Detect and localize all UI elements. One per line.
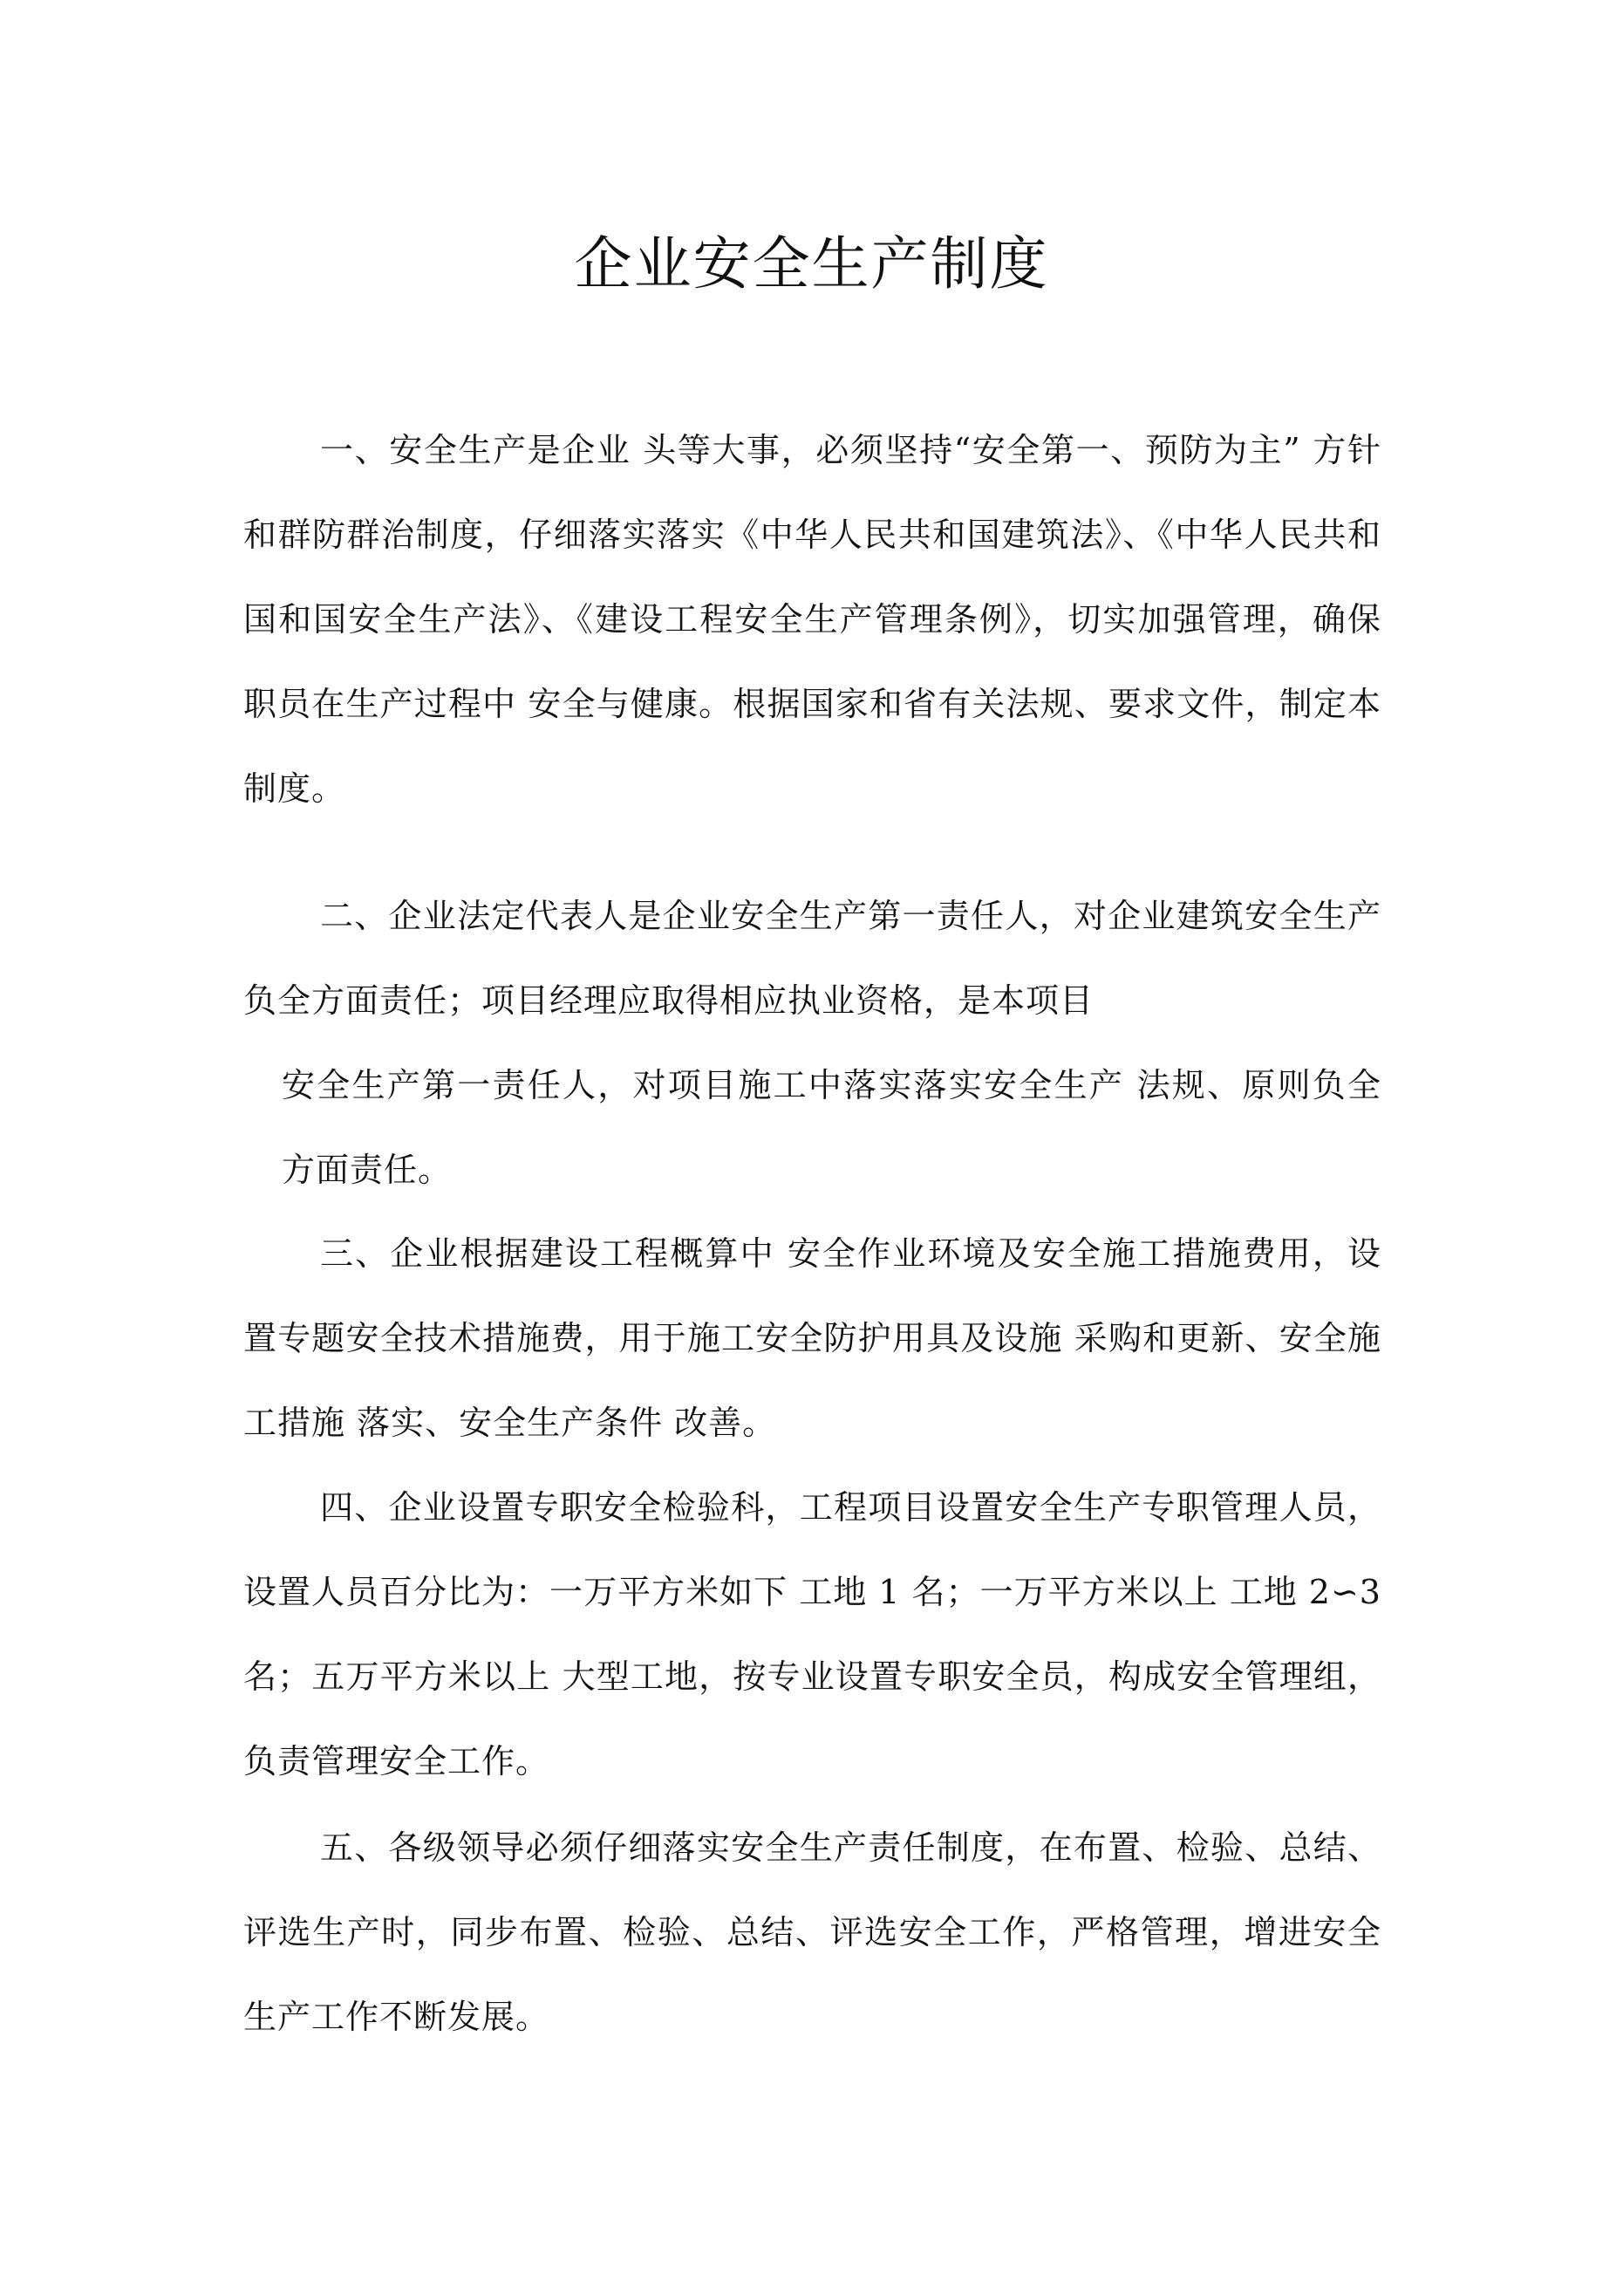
paragraph-1: 一、安全生产是企业 头等大事，必须坚持“安全第一、预防为主” 方针和群防群治制度，仔细落实落实《中华人民共和国建筑法》、《中华人民共和国和国安全生产法》、《建设工程安全生产管理条例》，切实加强管理，确保职员在生产过程中 安全与健康。根据国家和省有关法规、要求文件，制定本制度。	[243, 431, 1381, 808]
paragraph-2: 二、企业法定代表人是企业安全生产第一责任人，对企业建筑安全生产负全方面责任；项目经理应取得相应执业资格，是本项目	[243, 897, 1381, 1020]
paragraph-4-block	[243, 1466, 1381, 1804]
paragraph-2-continuation-block	[243, 1043, 1381, 1213]
paragraph-5: 五、各级领导必须仔细落实安全生产责任制度，在布置、检验、总结、评选生产时，同步布置、检验、总结、评选安全工作，严格管理，增进安全生产工作不断发展。	[243, 1828, 1381, 2036]
document-title: 企业安全生产制度	[574, 230, 1049, 297]
paragraph-2-block	[243, 874, 1381, 1043]
paragraph-3: 三、企业根据建设工程概算中 安全作业环境及安全施工措施费用，设置专题安全技术措施费，用于施工安全防护用具及设施 采购和更新、安全施工措施 落实、安全生产条件 改善。	[243, 1234, 1381, 1442]
paragraph-1-block	[243, 408, 1381, 831]
paragraph-2-continuation: 安全生产第一责任人，对项目施工中落实落实安全生产 法规、原则负全方面责任。	[282, 1066, 1381, 1189]
paragraph-3-block	[243, 1212, 1381, 1466]
paragraph-5-block	[243, 1806, 1381, 2060]
paragraph-4: 四、企业设置专职安全检验科，工程项目设置安全生产专职管理人员，设置人员百分比为：一万平方米如下 工地 1 名；一万平方米以上 工地 2∽3 名；五万平方米以上 大型工地，按专业设置专职安全员，构成安全管理组，负责管理安全工作。	[243, 1488, 1381, 1780]
